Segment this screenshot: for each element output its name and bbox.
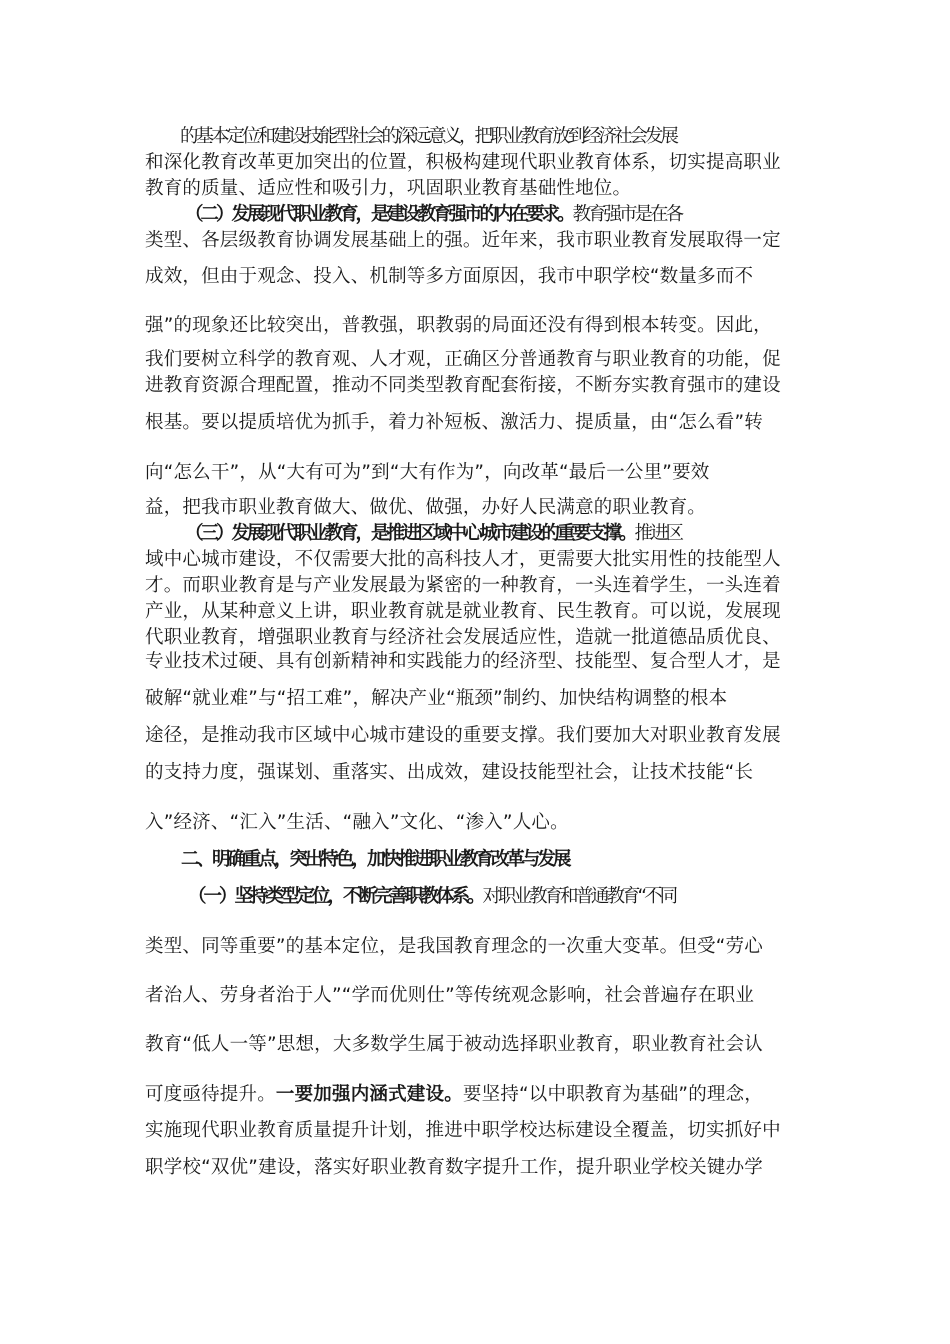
text-run: 的基本定位和建设技能型社会的深远意义，把职业教育放到经济社会发展 <box>180 126 677 147</box>
text-line <box>145 228 805 254</box>
text-run: 我们要树立科学的教育观、人才观，正确区分普通教育与职业教育的功能，促 <box>145 349 781 370</box>
text-line <box>145 150 805 176</box>
text-line <box>145 810 805 836</box>
text-line <box>145 686 805 712</box>
text-run: 教育强市是在各 <box>572 204 682 225</box>
text-line <box>145 410 805 436</box>
text-run: 才。而职业教育是与产业发展最为紧密的一种教育，一头连着学生，一头连着 <box>145 575 781 596</box>
text-line <box>145 495 805 521</box>
text-run: 成效，但由于观念、投入、机制等多方面原因，我市中职学校“数量多而不 <box>145 266 754 287</box>
section-heading-2 <box>185 202 845 228</box>
text-run: 强”的现象还比较突出，普教强，职教弱的局面还没有得到根本转变。因此， <box>145 315 772 336</box>
text-run: 教育“低人一等”思想，大多数学生属于被动选择职业教育，职业教育社会认 <box>145 1034 763 1055</box>
text-run: 向“怎么干”，从“大有可为”到“大有作为”，向改革“最后一公里”要效 <box>145 462 710 483</box>
text-run: 和深化教育改革更加突出的位置，积极构建现代职业教育体系，切实提高职业 <box>145 152 781 173</box>
text-line <box>145 573 805 599</box>
text-run: 益，把我市职业教育做大、做优、做强，办好人民满意的职业教育。 <box>145 497 707 518</box>
bold-heading: 二、明确重点，突出特色，加快推进职业教育改革与发展 <box>181 849 569 870</box>
text-line <box>145 934 805 960</box>
text-line <box>180 124 840 150</box>
text-line <box>145 547 805 573</box>
text-line <box>145 313 805 339</box>
text-run: 途径，是推动我市区域中心城市建设的重要支撑。我们要加大对职业教育发展 <box>145 725 781 746</box>
text-line <box>145 983 805 1009</box>
text-run: 入”经济、“汇入”生活、“融入”文化、“渗入”人心。 <box>145 812 569 833</box>
text-run: 的支持力度，强谋划、重落实、出成效，建设技能型社会，让技术技能“长 <box>145 762 754 783</box>
text-run: 域中心城市建设，不仅需要大批的高科技人才，更需要大批实用性的技能型人 <box>145 549 781 570</box>
text-run: 根基。要以提质培优为抓手，着力补短板、激活力、提质量，由“怎么看”转 <box>145 412 763 433</box>
text-line <box>145 723 805 749</box>
section-heading-1 <box>188 884 848 910</box>
text-line <box>145 373 805 399</box>
text-run: 可度亟待提升。 <box>145 1084 276 1105</box>
chapter-heading <box>181 847 841 873</box>
text-run: 实施现代职业教育质量提升计划，推进中职学校达标建设全覆盖，切实抓好中 <box>145 1120 781 1141</box>
text-line <box>145 760 805 786</box>
bold-heading: （三）发展现代职业教育，是推进区域中心城市建设的重要支撑。 <box>185 523 635 544</box>
text-run: 类型、同等重要”的基本定位，是我国教育理念的一次重大变革。但受“劳心 <box>145 936 763 957</box>
text-line <box>145 347 805 373</box>
text-run: 对职业教育和普通教育“不同 <box>482 886 676 907</box>
text-line <box>145 625 805 651</box>
text-run: 进教育资源合理配置，推动不同类型教育配套衔接，不断夯实教育强市的建设 <box>145 375 781 396</box>
text-run: 推进区 <box>634 523 682 544</box>
text-run: 破解“就业难”与“招工难”，解决产业“瓶颈”制约、加快结构调整的根本 <box>145 688 728 709</box>
text-line <box>145 460 805 486</box>
bold-heading: （二）发展现代职业教育，是建设教育强市的内在要求。 <box>185 204 573 225</box>
text-run: 产业，从某种意义上讲，职业教育就是就业教育、民生教育。可以说，发展现 <box>145 601 781 622</box>
text-line <box>145 1155 805 1181</box>
text-run: 职学校“双优”建设，落实好职业教育数字提升工作，提升职业学校关键办学 <box>145 1157 763 1178</box>
text-run: 者治人、劳身者治于人”“学而优则仕”等传统观念影响，社会普遍存在职业 <box>145 985 755 1006</box>
text-line <box>145 1032 805 1058</box>
text-run: 类型、各层级教育协调发展基础上的强。近年来，我市职业教育发展取得一定 <box>145 230 781 251</box>
text-line <box>145 649 805 675</box>
text-run: 要坚持“以中职教育为基础”的理念， <box>462 1084 763 1105</box>
text-run: 代职业教育，增强职业教育与经济社会发展适应性，造就一批道德品质优良、 <box>145 627 781 648</box>
bold-run: 一要加强内涵式建设。 <box>275 1084 463 1105</box>
text-run: 教育的质量、适应性和吸引力，巩固职业教育基础性地位。 <box>145 178 632 199</box>
bold-heading: （一）坚持类型定位，不断完善职教体系。 <box>188 886 483 907</box>
text-line <box>145 599 805 625</box>
text-line <box>145 264 805 290</box>
text-line <box>145 176 805 202</box>
text-line <box>145 1082 805 1108</box>
text-line <box>145 1118 805 1144</box>
section-heading-3 <box>185 521 845 547</box>
text-run: 专业技术过硬、具有创新精神和实践能力的经济型、技能型、复合型人才，是 <box>145 651 781 672</box>
